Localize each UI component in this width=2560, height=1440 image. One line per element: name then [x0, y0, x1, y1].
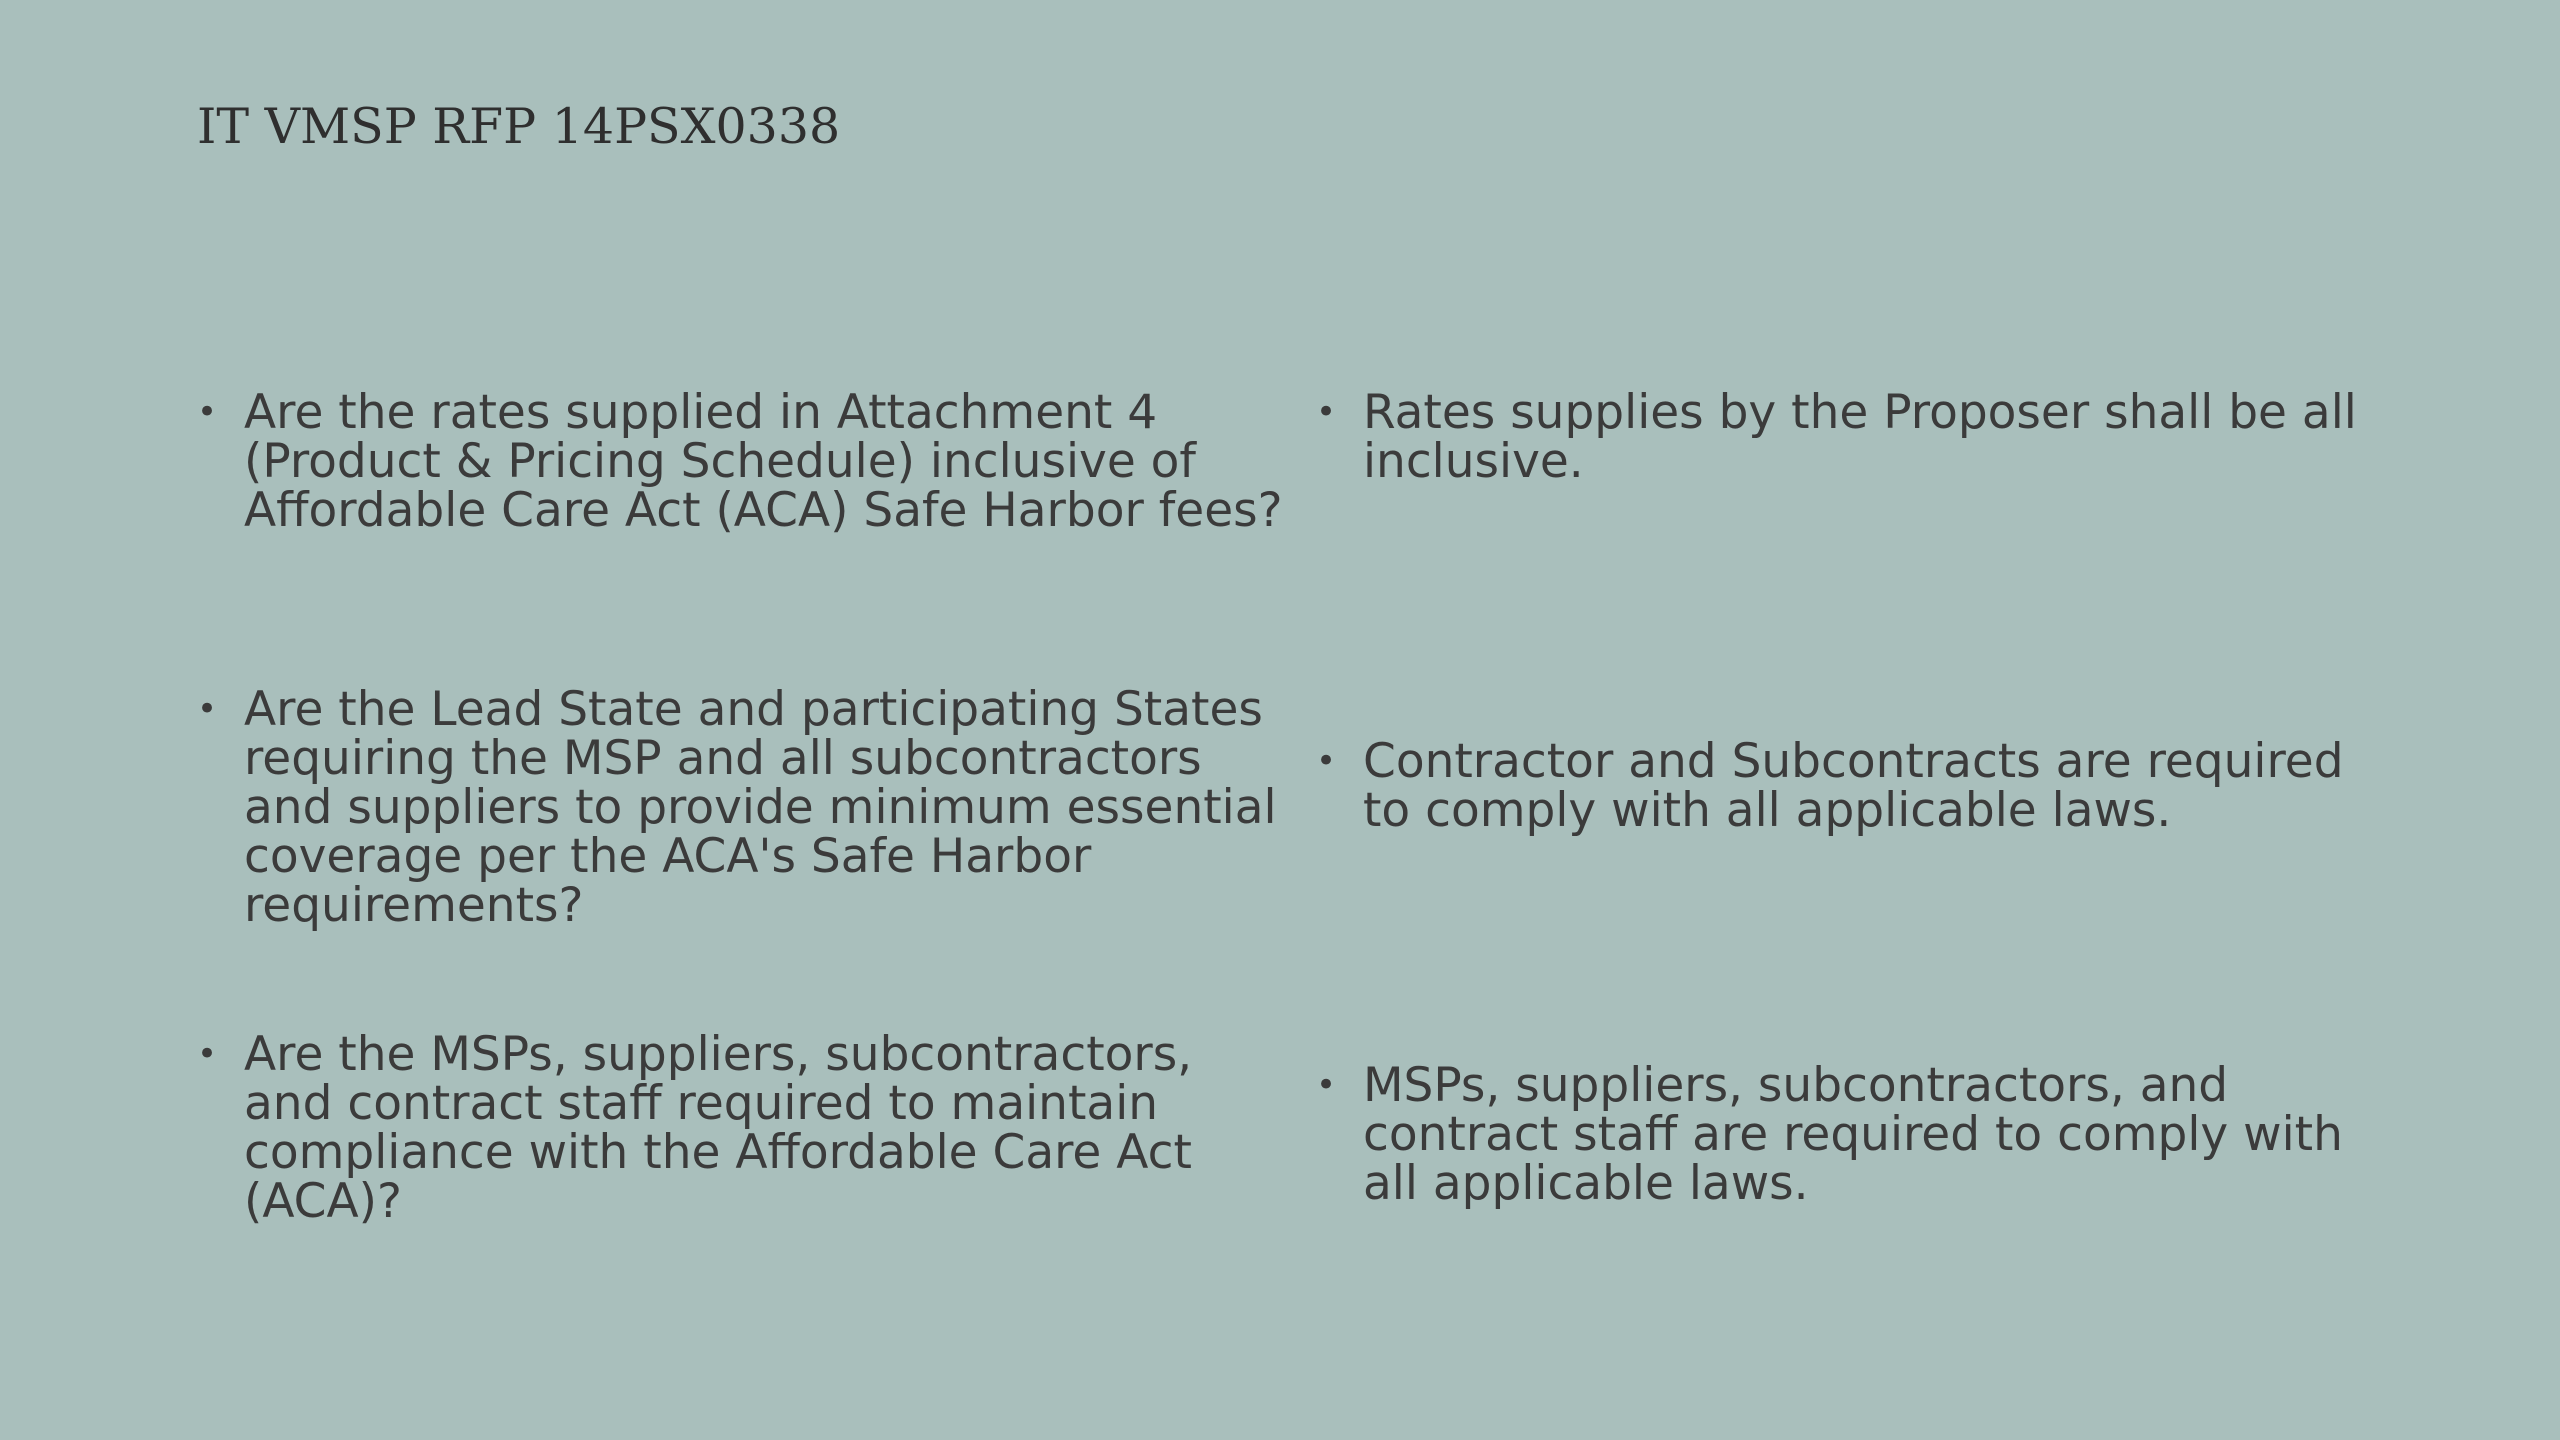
bullet-dot: •: [1316, 392, 1337, 432]
bullet-dot: •: [1316, 741, 1337, 781]
answer-text-3: MSPs, suppliers, subcontractors, and contract staff are required to comply with all applicable laws.: [1363, 1058, 2343, 1211]
question-text-2: Are the Lead State and participating States requiring the MSP and all subcontractors and suppliers to provide minimum essential coverage per the ACA's Safe Harbor requirements?: [244, 682, 1277, 933]
bullet-dot: •: [197, 689, 218, 729]
bullet-dot: •: [197, 392, 218, 432]
question-text-3: Are the MSPs, suppliers, subcontractors, and contract staff required to maintain compliance with the Affordable Care Act (ACA)?: [244, 1027, 1193, 1229]
bullet-dot: •: [197, 1034, 218, 1074]
answer-text-1: Rates supplies by the Proposer shall be all inclusive.: [1363, 385, 2357, 489]
slide-title: IT VMSP RFP 14PSX0338: [197, 98, 841, 155]
question-text-1: Are the rates supplied in Attachment 4 (Product & Pricing Schedule) inclusive of Affordable Care Act (ACA) Safe Harbor fees?: [244, 385, 1283, 538]
bullet-dot: •: [1316, 1065, 1337, 1105]
answer-text-2: Contractor and Subcontracts are required to comply with all applicable laws.: [1363, 734, 2344, 838]
